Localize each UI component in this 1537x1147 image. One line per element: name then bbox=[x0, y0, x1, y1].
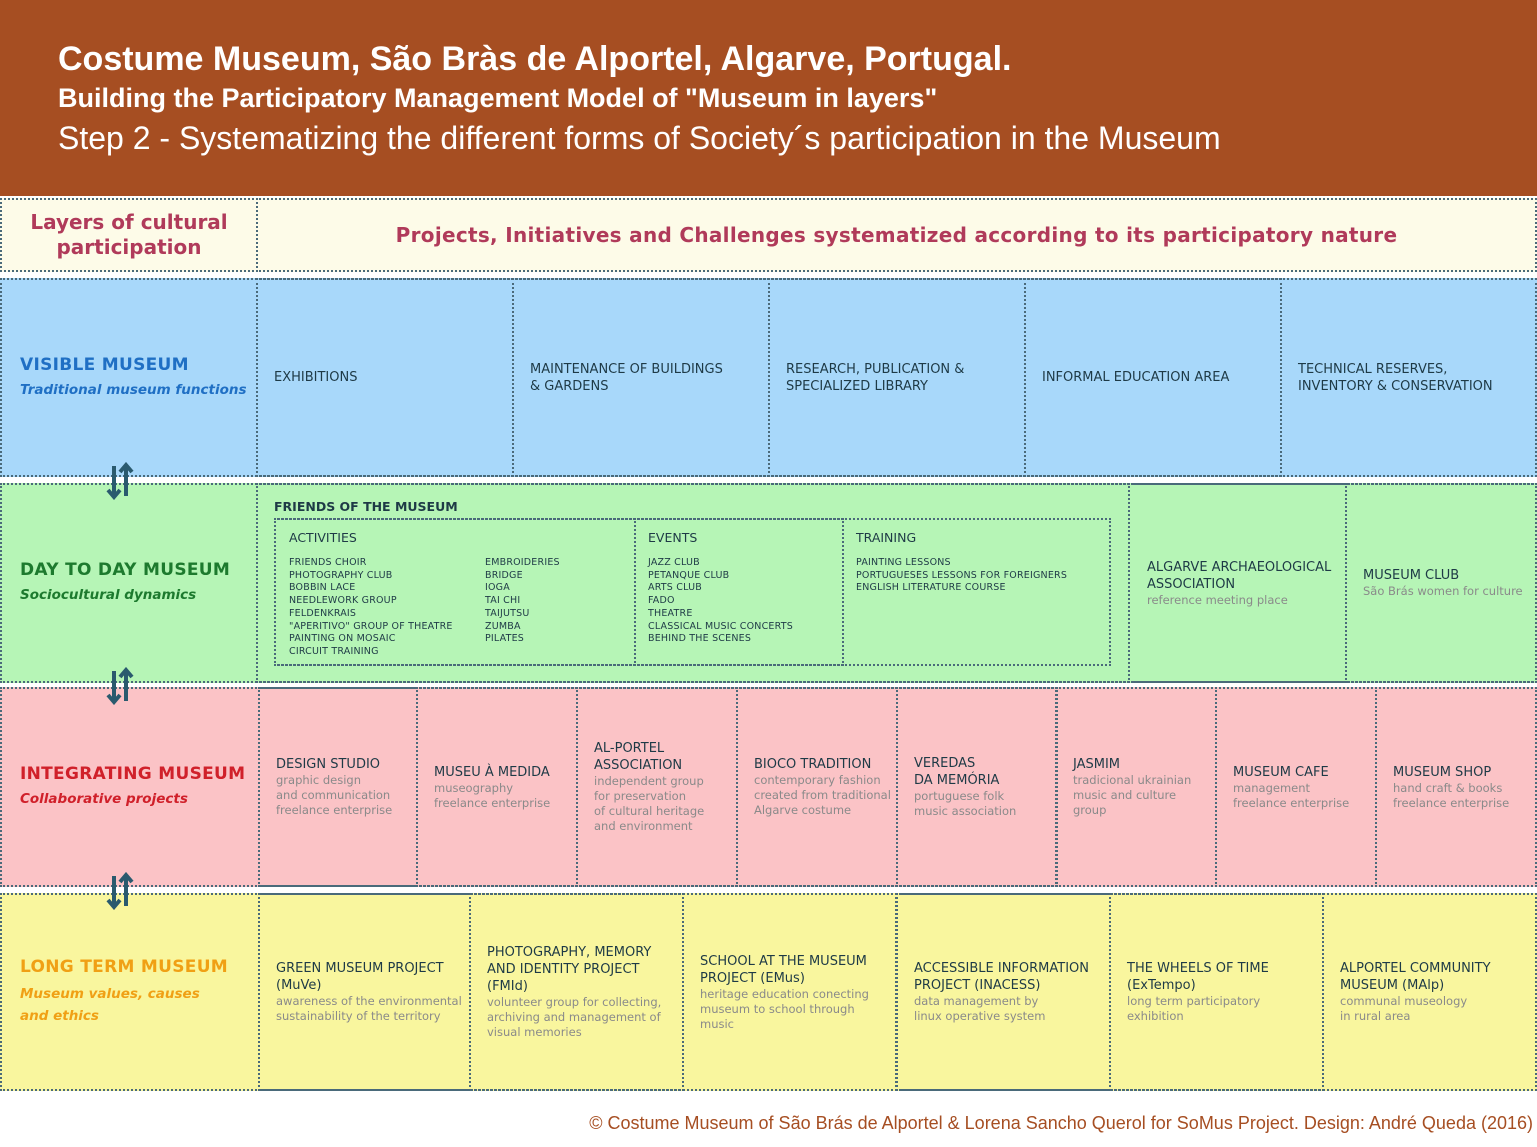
item-title: ASSOCIATION bbox=[594, 758, 683, 773]
project-item bbox=[736, 687, 898, 887]
list-item: TAI CHI bbox=[485, 595, 521, 607]
item-desc: freelance enterprise bbox=[276, 803, 393, 817]
up-down-arrows-icon bbox=[104, 667, 136, 705]
list-item: JAZZ CLUB bbox=[648, 557, 700, 568]
item-desc: and environment bbox=[594, 819, 693, 833]
item-desc: long term participatory bbox=[1127, 994, 1261, 1008]
item-desc: visual memories bbox=[487, 1025, 582, 1039]
activities-list-col2 bbox=[485, 557, 560, 646]
item-title: MAINTENANCE OF BUILDINGS bbox=[530, 361, 723, 377]
layer-name: VISIBLE MUSEUM bbox=[20, 354, 189, 375]
training-title: TRAINING bbox=[856, 530, 917, 545]
item-title: BIOCO TRADITION bbox=[754, 757, 872, 772]
item-title: MUSEUM SHOP bbox=[1393, 764, 1492, 780]
item-title: DA MEMÓRIA bbox=[914, 773, 1000, 788]
item-desc: museography bbox=[434, 780, 514, 795]
long-term-museum-label bbox=[2, 895, 258, 1089]
museum-club-cell bbox=[1345, 483, 1537, 683]
item-title: RESEARCH, PUBLICATION & bbox=[786, 361, 965, 377]
item-desc: graphic design bbox=[276, 773, 361, 787]
project-item bbox=[469, 893, 684, 1091]
item-desc: group bbox=[1073, 803, 1107, 817]
list-item: BOBBIN LACE bbox=[289, 582, 356, 594]
layer-desc: Traditional museum functions bbox=[20, 381, 247, 398]
activities-box bbox=[274, 518, 636, 666]
project-item bbox=[1055, 687, 1217, 887]
item-title: MUSEUM CAFE bbox=[1233, 764, 1329, 780]
item-title: TECHNICAL RESERVES, bbox=[1298, 361, 1448, 377]
item-desc: exhibition bbox=[1127, 1009, 1184, 1023]
item-desc: data management by bbox=[914, 994, 1039, 1008]
item-desc: and communication bbox=[276, 788, 391, 802]
events-title: EVENTS bbox=[648, 530, 698, 545]
layer-name: DAY TO DAY MUSEUM bbox=[20, 560, 231, 580]
item-desc: created from traditional bbox=[754, 788, 891, 802]
item-title: PROJECT (INACESS) bbox=[914, 978, 1041, 993]
list-item: ARTS CLUB bbox=[648, 582, 702, 594]
item-desc: freelance enterprise bbox=[1233, 795, 1350, 810]
projects-column-header: Projects, Initiatives and Challenges systematized according to its participatory nature bbox=[256, 198, 1537, 272]
list-item: TAIJUTSU bbox=[485, 607, 530, 619]
visible-item bbox=[1280, 278, 1537, 477]
item-title: (MuVe) bbox=[276, 978, 322, 993]
layer-name: INTEGRATING MUSEUM bbox=[20, 764, 246, 784]
item-desc: volunteer group for collecting, bbox=[487, 995, 662, 1009]
list-item: PORTUGUESES LESSONS FOR FOREIGNERS bbox=[856, 569, 1068, 581]
layers-column-header bbox=[0, 198, 258, 272]
item-title: AL-PORTEL bbox=[594, 741, 665, 756]
list-item: BRIDGE bbox=[485, 569, 523, 581]
item-title: SPECIALIZED LIBRARY bbox=[786, 378, 928, 394]
list-item: CLASSICAL MUSIC CONCERTS bbox=[648, 620, 793, 632]
algarve-association-cell bbox=[1128, 483, 1347, 683]
item-title: INVENTORY & CONSERVATION bbox=[1298, 378, 1493, 394]
title-banner bbox=[0, 0, 1537, 196]
project-item bbox=[1322, 893, 1537, 1091]
item-desc: communal museology bbox=[1340, 994, 1468, 1008]
item-desc: for preservation bbox=[594, 789, 686, 803]
list-item: PHOTOGRAPHY CLUB bbox=[289, 569, 393, 581]
up-down-arrows-icon bbox=[104, 462, 136, 500]
friends-of-museum-label: FRIENDS OF THE MUSEUM bbox=[274, 499, 458, 514]
item-title: AND IDENTITY PROJECT bbox=[487, 962, 640, 977]
item-desc: contemporary fashion bbox=[754, 773, 881, 787]
project-item bbox=[416, 687, 578, 887]
project-item bbox=[576, 687, 738, 887]
item-desc: in rural area bbox=[1340, 1009, 1411, 1023]
item-desc: hand craft & books bbox=[1393, 780, 1503, 795]
item-desc: portuguese folk bbox=[914, 789, 1005, 803]
item-title: ACCESSIBLE INFORMATION bbox=[914, 961, 1090, 976]
project-item bbox=[258, 893, 471, 1091]
item-desc: São Brás women for culture bbox=[1363, 584, 1523, 598]
up-down-arrows-icon bbox=[104, 872, 136, 910]
layer-desc: Collaborative projects bbox=[20, 791, 188, 807]
list-item: FADO bbox=[648, 595, 675, 607]
page-step: Step 2 - Systematizing the different forms of Society´s participation in the Museum bbox=[58, 120, 1221, 156]
item-title: PHOTOGRAPHY, MEMORY bbox=[487, 945, 652, 960]
layer-desc: Sociocultural dynamics bbox=[20, 587, 197, 603]
item-desc: linux operative system bbox=[914, 1009, 1046, 1023]
page-subtitle: Building the Participatory Management Model of "Museum in layers" bbox=[58, 83, 938, 113]
visible-item bbox=[768, 278, 1026, 477]
project-item bbox=[682, 893, 897, 1091]
item-desc: tradicional ukrainian bbox=[1073, 773, 1192, 787]
list-item: IOGA bbox=[485, 582, 510, 594]
project-item bbox=[896, 687, 1058, 887]
item-desc: freelance enterprise bbox=[1393, 795, 1510, 810]
activities-title: ACTIVITIES bbox=[289, 530, 357, 545]
list-item: EMBROIDERIES bbox=[485, 557, 560, 568]
visible-museum-label bbox=[2, 280, 258, 475]
list-item: "APERITIVO" GROUP OF THEATRE bbox=[289, 620, 453, 632]
project-item bbox=[1109, 893, 1324, 1091]
item-desc: of cultural heritage bbox=[594, 804, 705, 818]
list-item: PAINTING LESSONS bbox=[856, 557, 951, 568]
item-title: MUSEUM CLUB bbox=[1363, 568, 1460, 583]
visible-item bbox=[512, 278, 770, 477]
events-list bbox=[648, 557, 793, 646]
list-item: CIRCUIT TRAINING bbox=[289, 645, 379, 657]
item-desc: reference meeting place bbox=[1147, 592, 1288, 607]
item-title: JASMIM bbox=[1073, 757, 1121, 772]
item-title: ASSOCIATION bbox=[1147, 576, 1236, 592]
list-item: THEATRE bbox=[648, 607, 693, 619]
list-item: PILATES bbox=[485, 633, 525, 645]
training-list bbox=[856, 557, 1067, 595]
item-title: GREEN MUSEUM PROJECT bbox=[276, 961, 444, 976]
list-item: FRIENDS CHOIR bbox=[289, 557, 367, 568]
list-item: NEEDLEWORK GROUP bbox=[289, 595, 397, 607]
item-title: THE WHEELS OF TIME bbox=[1127, 961, 1269, 976]
layer-desc-line2: and ethics bbox=[20, 1008, 99, 1024]
layer-desc bbox=[20, 983, 258, 1027]
item-title: ALGARVE ARCHAEOLOGICAL bbox=[1147, 559, 1332, 575]
list-item: BEHIND THE SCENES bbox=[648, 633, 752, 645]
item-title: & GARDENS bbox=[530, 378, 609, 394]
visible-item bbox=[256, 278, 514, 477]
project-item bbox=[1215, 687, 1377, 887]
item-desc: sustainability of the territory bbox=[276, 1009, 441, 1023]
list-item: PETANQUE CLUB bbox=[648, 569, 730, 581]
item-title: MUSEU À MEDIDA bbox=[434, 764, 550, 780]
layers-header-line1: Layers of cultural bbox=[30, 210, 228, 234]
item-desc: museum to school through bbox=[700, 1001, 855, 1016]
layer-name: LONG TERM MUSEUM bbox=[20, 957, 229, 977]
integrating-museum-label bbox=[2, 689, 258, 885]
events-box bbox=[634, 518, 844, 666]
visible-item bbox=[1024, 278, 1282, 477]
project-item bbox=[258, 687, 418, 887]
page-title: Costume Museum, São Bràs de Alportel, Algarve, Portugal. bbox=[58, 40, 1012, 78]
item-desc: independent group bbox=[594, 774, 704, 788]
item-title: (FMId) bbox=[487, 979, 528, 994]
copyright-footer: © Costume Museum of São Brás de Alportel & Lorena Sancho Querol for SoMus Project. Design: André Queda (2016) bbox=[589, 1113, 1533, 1133]
training-box bbox=[842, 518, 1111, 666]
item-title: SCHOOL AT THE MUSEUM bbox=[700, 953, 867, 969]
list-item: ZUMBA bbox=[485, 620, 521, 632]
list-item: FELDENKRAIS bbox=[289, 607, 357, 619]
project-item bbox=[896, 893, 1111, 1091]
project-item bbox=[1375, 687, 1537, 887]
layers-header-line2: participation bbox=[56, 235, 202, 259]
item-desc: management bbox=[1233, 780, 1311, 795]
list-item: ENGLISH LITERATURE COURSE bbox=[856, 582, 1006, 594]
item-title: INFORMAL EDUCATION AREA bbox=[1042, 370, 1230, 385]
activities-list-col1 bbox=[289, 557, 453, 659]
item-desc: music association bbox=[914, 804, 1017, 818]
item-desc: freelance enterprise bbox=[434, 795, 551, 810]
item-desc: music and culture bbox=[1073, 788, 1177, 802]
item-title: DESIGN STUDIO bbox=[276, 757, 381, 772]
item-title: EXHIBITIONS bbox=[274, 370, 358, 385]
item-desc: music bbox=[700, 1016, 735, 1031]
item-desc: archiving and management of bbox=[487, 1010, 661, 1024]
item-title: VEREDAS bbox=[914, 756, 976, 771]
item-title: (ExTempo) bbox=[1127, 978, 1196, 993]
item-desc: heritage education conecting bbox=[700, 986, 869, 1001]
item-desc: awareness of the environmental bbox=[276, 994, 462, 1008]
item-desc: Algarve costume bbox=[754, 803, 852, 817]
item-title: ALPORTEL COMMUNITY bbox=[1340, 961, 1491, 976]
item-title: MUSEUM (MAlp) bbox=[1340, 978, 1445, 993]
layer-desc-line1: Museum values, causes bbox=[20, 986, 200, 1002]
list-item: PAINTING ON MOSAIC bbox=[289, 633, 396, 645]
day-to-day-museum-label bbox=[2, 485, 258, 681]
item-title: PROJECT (EMus) bbox=[700, 970, 805, 986]
